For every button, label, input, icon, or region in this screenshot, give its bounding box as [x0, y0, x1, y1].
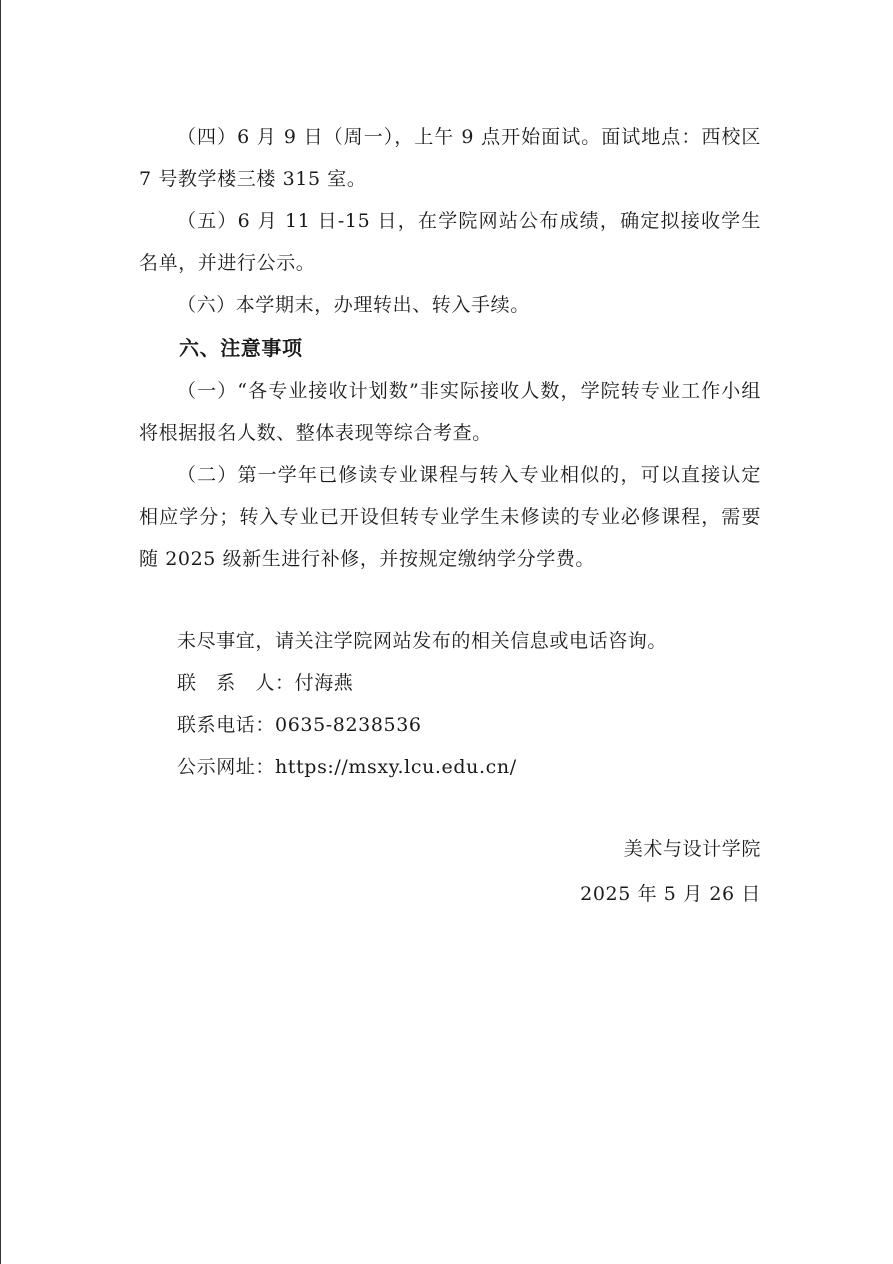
signature-org: 美术与设计学院	[623, 838, 761, 860]
blank-spacer	[139, 580, 761, 620]
contact-website: 公示网址：https://msxy.lcu.edu.cn/	[177, 756, 517, 778]
document-body	[139, 116, 761, 915]
step-four-paragraph: （四）6 月 9 日（周一），上午 9 点开始面试。面试地点：西校区 7 号教学楼三楼 315 室。	[139, 126, 761, 190]
section-heading: 六、注意事项	[179, 336, 303, 360]
signature-date: 2025 年 5 月 26 日	[580, 883, 761, 905]
note-one-paragraph: （一）“各专业接收计划数”非实际接收人数，学院转专业工作小组将根据报名人数、整体表现等综合考查。	[139, 380, 761, 444]
step-six-paragraph: （六）本学期末，办理转出、转入手续。	[177, 294, 530, 316]
contact-intro: 未尽事宜，请关注学院网站发布的相关信息或电话咨询。	[177, 630, 668, 652]
note-two-paragraph: （二）第一学年已修读专业课程与转入专业相似的，可以直接认定相应学分；转入专业已开设但转专业学生未修读的专业必修课程，需要随 2025 级新生进行补修，并按规定缴纳学分学费。	[139, 464, 761, 570]
blank-spacer-2	[139, 788, 761, 828]
contact-person: 联 系 人：付海燕	[177, 672, 354, 694]
contact-phone: 联系电话：0635-8238536	[177, 714, 422, 736]
step-five-paragraph: （五）6 月 11 日-15 日，在学院网站公布成绩，确定拟接收学生名单，并进行公示。	[139, 210, 761, 274]
